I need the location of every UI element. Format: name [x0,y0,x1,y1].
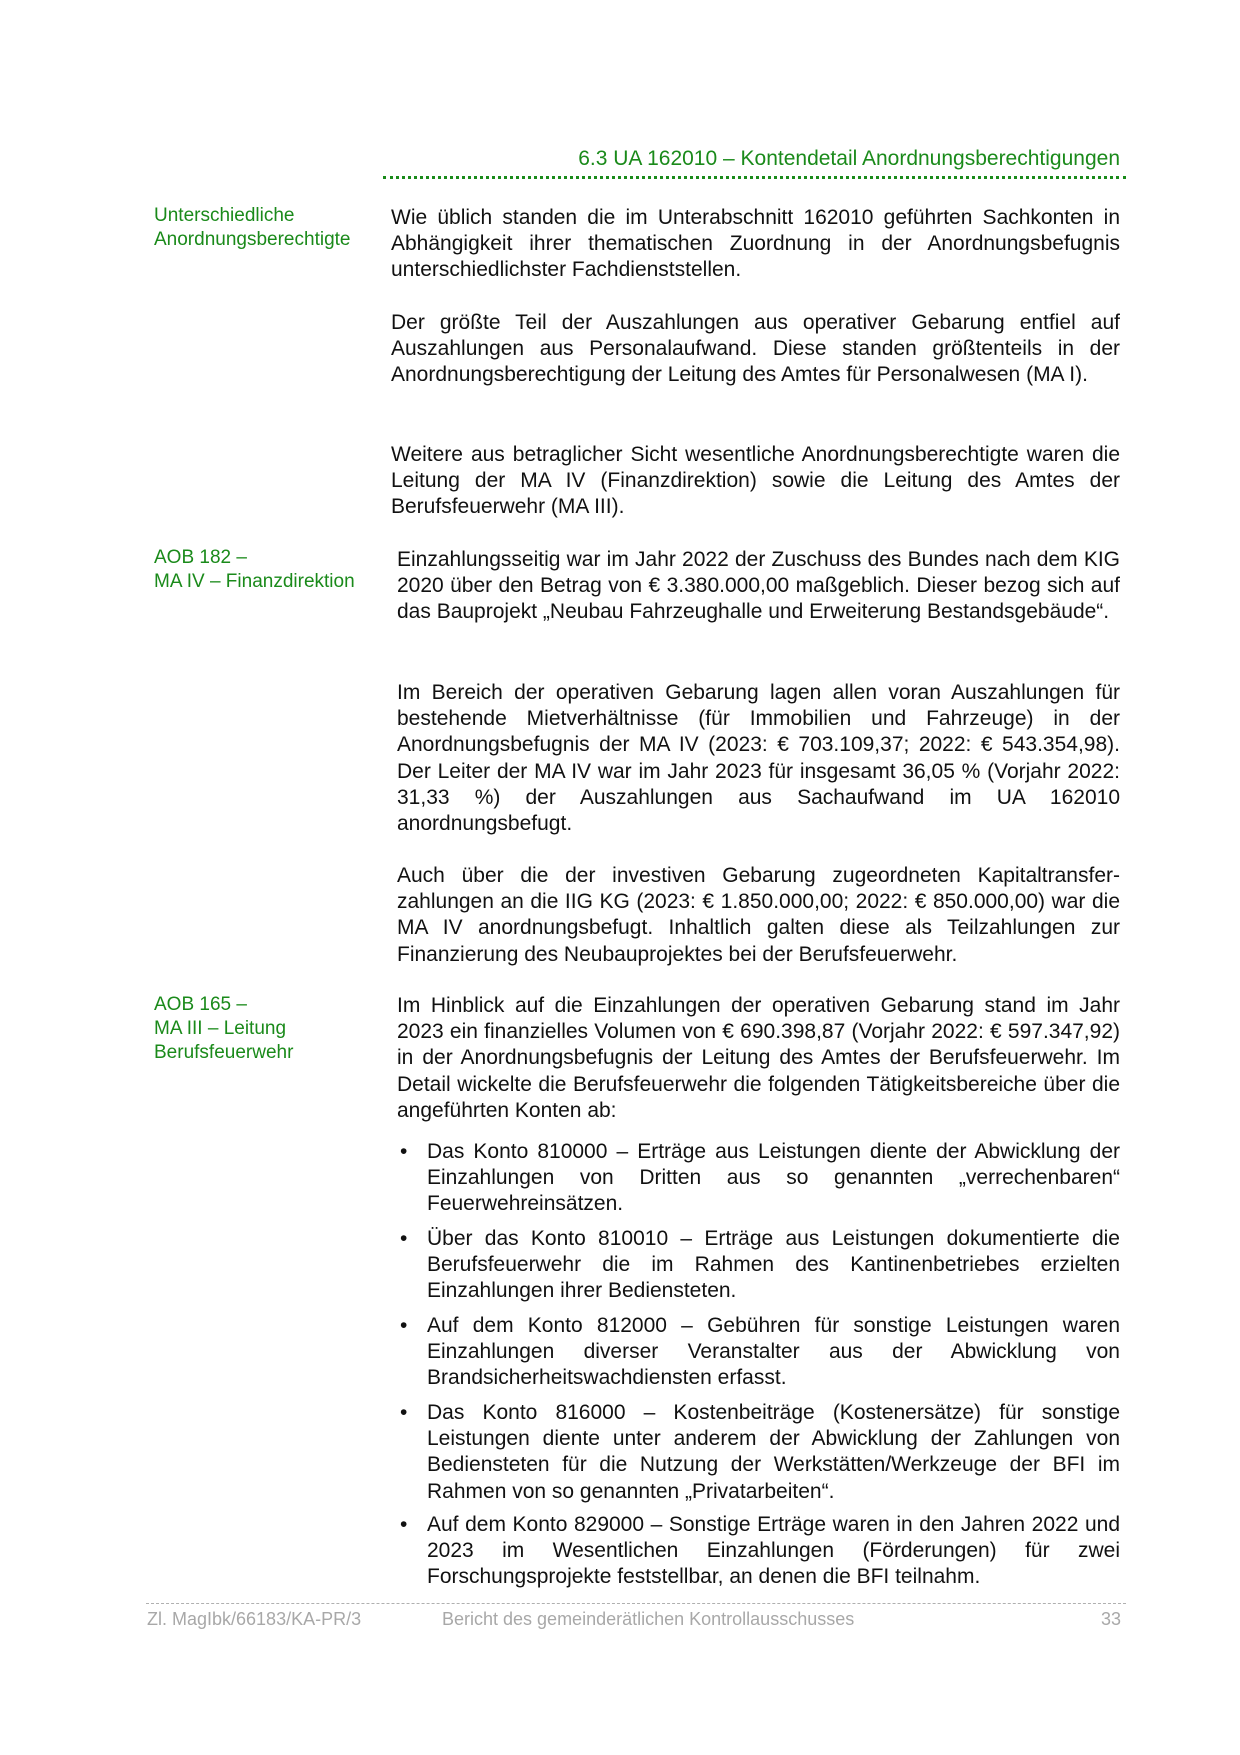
paragraph: Im Bereich der operativen Gebarung lagen allen voran Auszahlungen für bestehende Mietverhältnisse (für Immobilien und Fahrzeuge) in der Anordnungsbefugnis der MA IV (2023: € 703.109,37; 2022: € 543.354,98). Der Leiter der MA IV war im Jahr 2023 für insgesamt 36,05 % (Vorjahr 2022: 31,33 %) der Auszahlungen aus Sachaufwand im UA 162010 anordnungsbefugt. [397,681,1120,836]
bullet-icon: • [400,1227,408,1250]
footer-title: Bericht des gemeinderätlichen Kontrollausschusses [442,1609,855,1629]
paragraph: Wie üblich standen die im Unterabschnitt 162010 geführten Sachkonten in Abhängigkeit ihrer thematischen Zuordnung in der Anordnungsbefugnis unterschiedlichster Fachdienststellen. [391,206,1120,282]
bullet-item: Über das Konto 810010 – Erträge aus Leistungen dokumentierte die Berufsfeuerwehr die im Rahmen des Kantinenbetriebes erzielten Einzahlungen ihrer Bediensteten. [427,1227,1120,1303]
heading-divider [383,176,1126,179]
footer-divider [146,1603,1126,1604]
bullet-item: Auf dem Konto 812000 – Gebühren für sonstige Leistungen waren Einzahlungen diverser Veranstalter aus der Abwicklung von Brandsicherheitswachdiensten erfasst. [427,1314,1120,1390]
bullet-icon: • [400,1513,408,1536]
paragraph: Weitere aus betraglicher Sicht wesentliche Anordnungsberechtigte waren die Leitung der MA IV (Finanzdirektion) sowie die Leitung des Amtes der Berufsfeuerwehr (MA III). [391,443,1120,519]
paragraph: Auch über die der investiven Gebarung zugeordneten Kapitaltransferzahlungen an die IIG KG (2023: € 1.850.000,00; 2022: € 850.000,00) war die MA IV anordnungsbefugt. Inhaltlich galten diese als Teilzahlungen zur Finanzierung des Neubauprojektes bei der Berufsfeuerwehr. [397,864,1120,966]
bullet-icon: • [400,1314,408,1337]
bullet-item: Auf dem Konto 829000 – Sonstige Erträge waren in den Jahren 2022 und 2023 im Wesentlichen Einzahlungen (Förderungen) für zwei Forschungsprojekte feststellbar, an denen die BFI teilnahm. [427,1513,1120,1589]
footer-reference: Zl. MagIbk/66183/KA-PR/3 [147,1609,362,1629]
bullet-icon: • [400,1140,408,1163]
section-heading: 6.3 UA 162010 – Kontendetail Anordnungsberechtigungen [578,147,1120,170]
page-number: 33 [1100,1609,1121,1629]
paragraph: Der größte Teil der Auszahlungen aus operativer Gebarung entfiel auf Auszahlungen aus Personalaufwand. Diese standen größtenteils in der Anordnungsberechtigung der Leitung des Amtes für Personalwesen (MA I). [391,311,1120,387]
margin-label: AOB 182 – MA IV – Finanzdirektion [154,547,355,592]
paragraph: Einzahlungsseitig war im Jahr 2022 der Zuschuss des Bundes nach dem KIG 2020 über den Betrag von € 3.380.000,00 maßgeblich. Dieser bezog sich auf das Bauprojekt „Neubau Fahrzeughalle und Erweiterung Bestandsgebäude“. [397,548,1120,624]
paragraph: Im Hinblick auf die Einzahlungen der operativen Gebarung stand im Jahr 2023 ein finanzielles Volumen von € 690.398,87 (Vorjahr 2022: € 597.347,92) in der Anordnungsbefugnis der Leitung des Amtes der Berufsfeuerwehr. Im Detail wickelte die Berufsfeuerwehr die folgenden Tätigkeitsbereiche über die angeführten Konten ab: [397,994,1120,1122]
bullet-icon: • [400,1401,408,1424]
bullet-item: Das Konto 816000 – Kostenbeiträge (Kostenersätze) für sonstige Leistungen diente unter anderem der Abwicklung der Zahlungen von Bediensteten für die Nutzung der Werkstätten/Werkzeuge der BFI im Rahmen von so genannten „Privatarbeiten“. [427,1401,1120,1503]
bullet-item: Das Konto 810000 – Erträge aus Leistungen diente der Abwicklung der Einzahlungen von Dritten aus so genannten „verrechenbaren“ Feuerwehreinsätzen. [427,1140,1120,1216]
margin-label: AOB 165 – MA III – Leitung Berufsfeuerwehr [154,994,294,1063]
margin-label: Unterschiedliche Anordnungsberechtigte [154,205,351,250]
